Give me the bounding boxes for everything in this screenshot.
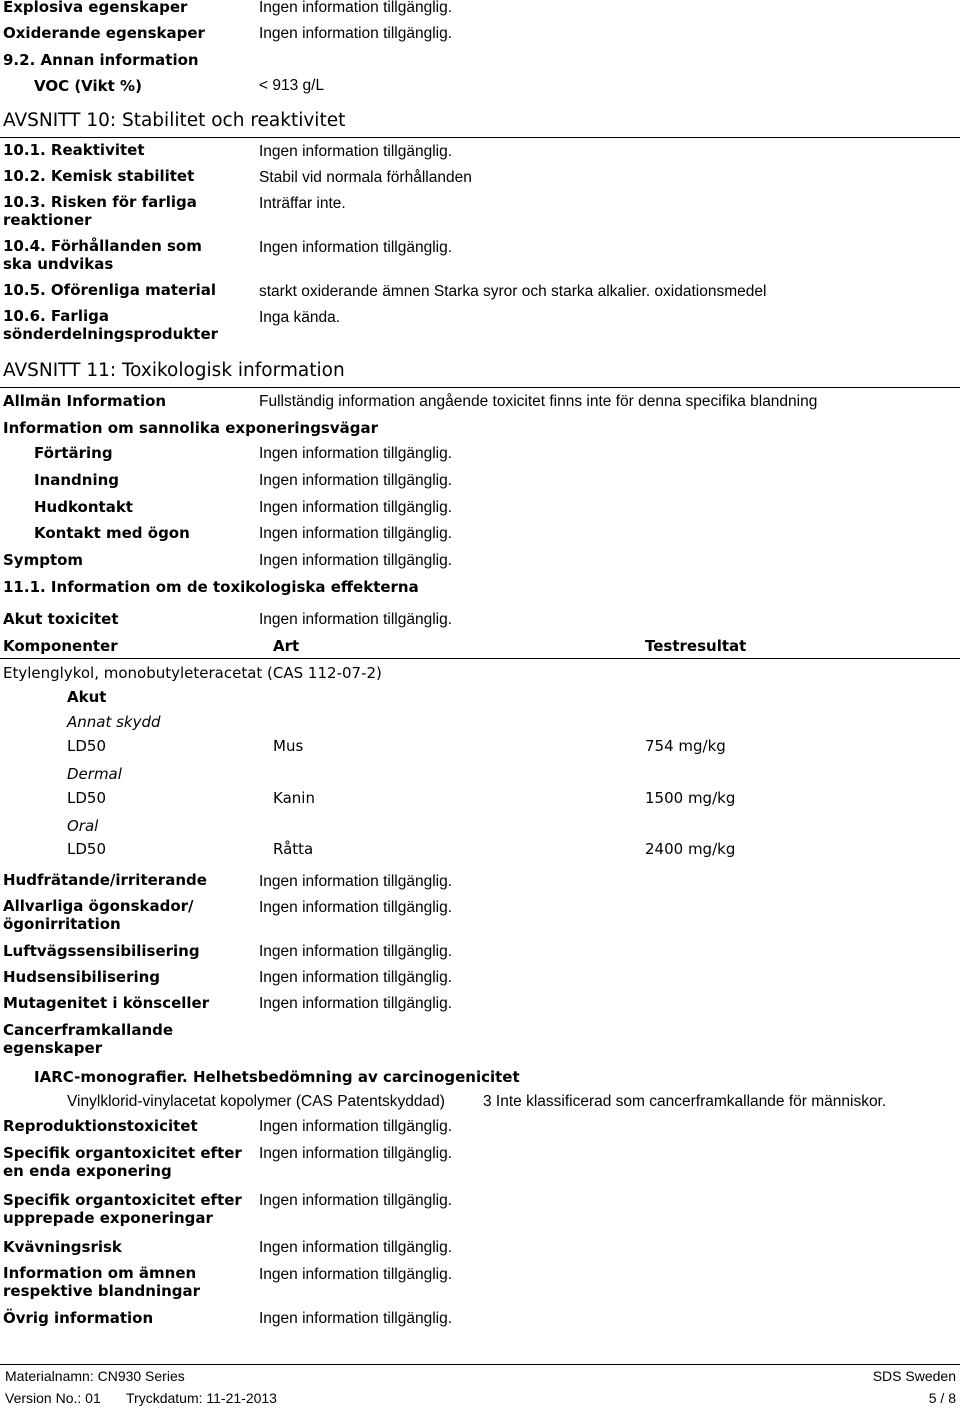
table-row-result: 754 mg/kg xyxy=(645,737,726,755)
effect-label-eye-damage: Allvarliga ögonskador/ögonirritation xyxy=(3,897,194,933)
exposure-routes-heading: Information om sannolika exponeringsvägar xyxy=(3,419,379,437)
explosive-label: Explosiva egenskaper xyxy=(3,0,188,16)
section-11-title: AVSNITT 11: Toxikologisk information xyxy=(3,360,345,381)
sec10-label-hazardous-reactions: 10.3. Risken för farliga reaktioner xyxy=(3,193,197,229)
sec10-label-stability: 10.2. Kemisk stabilitet xyxy=(3,167,195,185)
table-component-name: Etylenglykol, monobutyleteracetat (CAS 112-07-2) xyxy=(3,664,382,682)
effect-label-reproductive: Reproduktionstoxicitet xyxy=(3,1117,198,1135)
route-inhalation-label: Inandning xyxy=(34,471,120,489)
footer-material-name: Materialnamn: CN930 Series xyxy=(5,1368,185,1384)
iarc-classification: 3 Inte klassificerad som cancerframkallande för människor. xyxy=(483,1093,887,1110)
effect-label-stot-repeated: Specifik organtoxicitet efter upprepade exponeringar xyxy=(3,1191,242,1227)
table-row-route: Annat skydd xyxy=(67,713,161,731)
section-11-rule xyxy=(0,387,960,388)
route-eye-value: Ingen information tillgänglig. xyxy=(259,525,453,542)
general-info-label: Allmän Information xyxy=(3,392,167,410)
other-info-heading: 9.2. Annan information xyxy=(3,51,199,69)
route-eye-label: Kontakt med ögon xyxy=(34,524,190,542)
sec10-label-conditions: 10.4. Förhållanden som ska undvikas xyxy=(3,237,202,273)
table-row-test: LD50 xyxy=(67,840,106,858)
route-ingestion-value: Ingen information tillgänglig. xyxy=(259,445,453,462)
sec10-label-incompatible: 10.5. Oförenliga material xyxy=(3,281,217,299)
table-header-result: Testresultat xyxy=(645,637,747,655)
table-header-species: Art xyxy=(273,637,300,655)
table-row-test: LD50 xyxy=(67,737,106,755)
acute-toxicity-label: Akut toxicitet xyxy=(3,610,119,628)
symptom-label: Symptom xyxy=(3,551,84,569)
voc-value: < 913 g/L xyxy=(259,77,325,94)
table-row-species: Kanin xyxy=(273,789,315,807)
sec10-value-hazardous-reactions: Inträffar inte. xyxy=(259,195,346,212)
sec10-label-decomposition: 10.6. Farliga sönderdelningsprodukter xyxy=(3,307,219,343)
sec10-label-reactivity: 10.1. Reaktivitet xyxy=(3,141,145,159)
effect-label-carcinogenicity: Cancerframkallande egenskaper xyxy=(3,1021,174,1057)
effect-value-stot-repeated: Ingen information tillgänglig. xyxy=(259,1192,453,1209)
sec10-value-conditions: Ingen information tillgänglig. xyxy=(259,239,453,256)
footer-version: Version No.: 01 xyxy=(5,1390,101,1406)
effect-value-aspiration: Ingen information tillgänglig. xyxy=(259,1239,453,1256)
acute-toxicity-value: Ingen information tillgänglig. xyxy=(259,611,453,628)
sec10-value-decomposition: Inga kända. xyxy=(259,309,341,326)
effect-value-other: Ingen information tillgänglig. xyxy=(259,1310,453,1327)
effect-label-other: Övrig information xyxy=(3,1309,154,1327)
route-inhalation-value: Ingen information tillgänglig. xyxy=(259,472,453,489)
footer-doc-type: SDS Sweden xyxy=(872,1368,956,1384)
oxidizing-label: Oxiderande egenskaper xyxy=(3,24,205,42)
effect-value-reproductive: Ingen information tillgänglig. xyxy=(259,1118,453,1135)
toxic-effects-heading: 11.1. Information om de toxikologiska effekterna xyxy=(3,578,419,596)
effect-label-respiratory-sens: Luftvägssensibilisering xyxy=(3,942,200,960)
table-row-species: Mus xyxy=(273,737,304,755)
explosive-value: Ingen information tillgänglig. xyxy=(259,0,453,16)
table-acute-label: Akut xyxy=(67,688,107,706)
effect-value-mixtures: Ingen information tillgänglig. xyxy=(259,1266,453,1283)
sec10-value-incompatible: starkt oxiderande ämnen Starka syror och starka alkalier. oxidationsmedel xyxy=(259,283,767,300)
table-row-species: Råtta xyxy=(273,840,314,858)
section-10-title: AVSNITT 10: Stabilitet och reaktivitet xyxy=(3,110,346,131)
iarc-substance: Vinylklorid-vinylacetat kopolymer (CAS Patentskyddad) xyxy=(67,1093,445,1110)
effect-label-skin-corrosion: Hudfrätande/irriterande xyxy=(3,871,207,889)
effect-label-mixtures: Information om ämnen respektive blandningar xyxy=(3,1264,201,1300)
effect-label-stot-single: Specifik organtoxicitet efter en enda exponering xyxy=(3,1144,242,1180)
effect-value-stot-single: Ingen information tillgänglig. xyxy=(259,1145,453,1162)
table-row-route: Dermal xyxy=(67,765,122,783)
effect-value-eye-damage: Ingen information tillgänglig. xyxy=(259,899,453,916)
route-skin-label: Hudkontakt xyxy=(34,498,133,516)
voc-label: VOC (Vikt %) xyxy=(34,77,142,95)
table-row-result: 1500 mg/kg xyxy=(645,789,736,807)
symptom-value: Ingen information tillgänglig. xyxy=(259,552,453,569)
oxidizing-value: Ingen information tillgänglig. xyxy=(259,25,453,42)
table-header-rule xyxy=(0,658,960,659)
table-row-result: 2400 mg/kg xyxy=(645,840,736,858)
footer-print-date: Tryckdatum: 11-21-2013 xyxy=(126,1390,277,1406)
sec10-value-stability: Stabil vid normala förhållanden xyxy=(259,169,472,186)
section-10-rule xyxy=(0,137,960,138)
sec10-value-reactivity: Ingen information tillgänglig. xyxy=(259,143,453,160)
footer-rule xyxy=(0,1364,960,1365)
effect-value-respiratory-sens: Ingen information tillgänglig. xyxy=(259,943,453,960)
route-skin-value: Ingen information tillgänglig. xyxy=(259,499,453,516)
effect-value-skin-corrosion: Ingen information tillgänglig. xyxy=(259,873,453,890)
footer-page-number: 5 / 8 xyxy=(928,1390,956,1406)
iarc-heading: IARC-monografier. Helhetsbedömning av carcinogenicitet xyxy=(34,1068,520,1086)
general-info-value: Fullständig information angående toxicitet finns inte för denna specifika blandning xyxy=(259,393,818,410)
route-ingestion-label: Förtäring xyxy=(34,444,113,462)
table-header-components: Komponenter xyxy=(3,637,118,655)
effect-value-mutagenicity: Ingen information tillgänglig. xyxy=(259,995,453,1012)
effect-label-mutagenicity: Mutagenitet i könsceller xyxy=(3,994,210,1012)
effect-value-skin-sens: Ingen information tillgänglig. xyxy=(259,969,453,986)
table-row-test: LD50 xyxy=(67,789,106,807)
effect-label-skin-sens: Hudsensibilisering xyxy=(3,968,161,986)
effect-label-aspiration: Kvävningsrisk xyxy=(3,1238,122,1256)
table-row-route: Oral xyxy=(67,817,99,835)
